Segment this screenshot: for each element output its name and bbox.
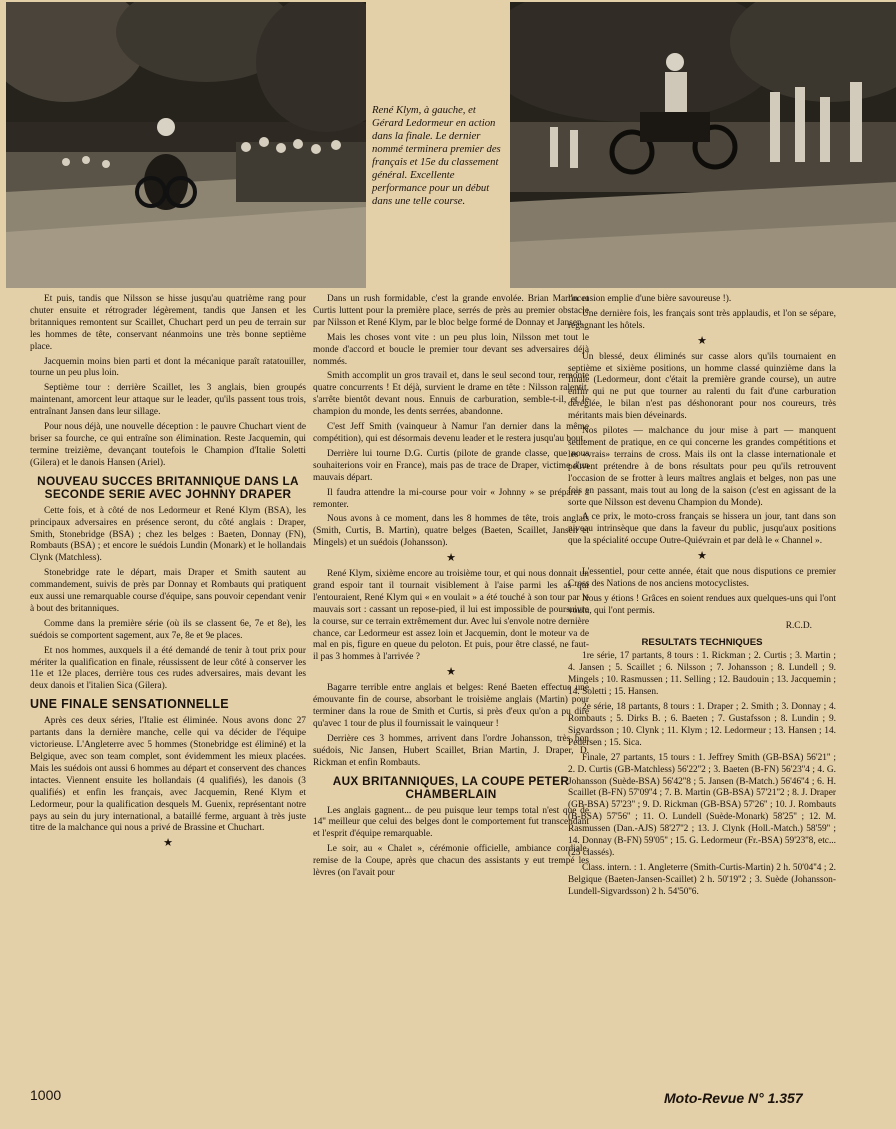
- results-heading: RESULTATS TECHNIQUES: [641, 636, 763, 648]
- paragraph: Derrière lui tourne D.G. Curtis (pilote de grande classe, que nous souhaiterions voir en France), mais pas de trace de Draper, victime d'un mauvais départ.: [313, 448, 589, 483]
- paragraph: Nous y étions ! Grâces en soient rendues aux quelques-uns qui l'ont voulu, qui l'ont permis.: [568, 593, 836, 616]
- article-column-2: [313, 294, 589, 883]
- star-separator: ★: [697, 334, 707, 347]
- star-separator: ★: [697, 550, 707, 563]
- paragraph: Derrière ces 3 hommes, arrivent dans l'ordre Johansson, très bon suédois, Nic Jansen, Hubert Scaillet, Brian Martin, J. Draper, D. Rickman et enfin Rombauts.: [313, 733, 589, 768]
- star-separator: ★: [446, 666, 456, 679]
- star-separator: ★: [446, 552, 456, 565]
- results-paragraph: 2e série, 18 partants, 8 tours : 1. Draper ; 2. Smith ; 3. Donnay ; 4. Rombauts ; 5. Dirks B. ; 6. Baeten ; 7. Gustafsson ; 8. Lundin ; 9. Sigvardsson ; 10. Clynk ; 11. Klym ; 12. Ledormeur ; 13. Hansen ; 14. Pedersen ; 15. Sica.: [568, 702, 836, 748]
- paragraph: Et nos hommes, auxquels il a été demandé de tenir à tout prix pour mériter la qualification en finale, réussissent de leur côté à conserver les 11e et 12e places, derrière tous ces rudes adversaires, mais devant les deux danois et l'italien Sica (Gilera).: [30, 645, 306, 692]
- paragraph: Septième tour : derrière Scaillet, les 3 anglais, bien groupés maintenant, amorcent leur attaque sur le leader, qu'ils passent tous trois, entraînant Jansen dans leur sillage.: [30, 383, 306, 418]
- paragraph: Une dernière fois, les français sont très applaudis, et l'on se sépare, regagnant les hôtels.: [568, 308, 836, 331]
- paragraph: Comme dans la première série (où ils se classent 6e, 7e et 8e), les suédois se comportent sagement, aux 7e, 8e et 9e places.: [30, 618, 306, 641]
- paragraph: Le soir, au « Chalet », cérémonie officielle, ambiance cordiale, remise de la Coupe, après que chacun des assistants y eut trempé les lèvres (on l'avait pour: [313, 844, 589, 879]
- section-heading: NOUVEAU SUCCES BRITANNIQUE DANS LA SECONDE SERIE AVEC JOHNNY DRAPER: [37, 473, 299, 501]
- paragraph: l'occasion emplie d'une bière savoureuse !).: [568, 294, 732, 304]
- paragraph: Et puis, tandis que Nilsson se hisse jusqu'au quatrième rang pour chuter ensuite et rétrograder légèrement, tandis que Jansen et les britanniques remontent sur Scaillet, Chuchart perd un peu de terrain sur les hommes de tête, conservant néanmoins une très bonne septième place.: [30, 294, 306, 352]
- paragraph: Mais les choses vont vite : un peu plus loin, Nilsson met tout le monde d'accord et boucle le premier tour devant ses adversaires déjà nommés.: [313, 332, 589, 367]
- paragraph: Un blessé, deux éliminés sur casse alors qu'ils tournaient en septième et sixième positions, un homme classé quinzième dans la finale (Ledormeur, dont c'était la première grande course), un autre enfin qui ne put que tourner au ralenti du fait d'une carburation déréglée, le bilan n'est pas déshonorant pour nos coureurs, très méritants mais bien déveinards.: [568, 351, 836, 422]
- results-paragraph: Finale, 27 partants, 15 tours : 1. Jeffrey Smith (GB-BSA) 56'21'' ; 2. D. Curtis (GB-Matchless) 56'22''2 ; 3. Baeten (B-FN) 56'23''4 ; 4. G. Johansson (Suède-BSA) 56'42''8 ; 5. Jansen (B-Match.) 56'46''4 ; 6. H. Scaillet (B-FN) 57'09''4 ; 7. B. Martin (GB-BSA) 57'21''2 ; 8. J. Draper (GB-BSA) 57'23'' ; 9. D. Rickman (GB-BSA) 57'26'' ; 10. J. Rombauts (B-BSA) 57'56'' ; 11. O. Lundell (Suède-Monark) 58'25'' ; 12. M. Rasmussen (Dan.-AJS) 58'27''2 ; 13. J. Clynk (Holl.-Match.) 58'59'' ; 14. Donnay (B-FN) 59'05'' ; 15. G. Ledormeur (Fr.-BSA) 59'23''8, etc... (25 classés).: [568, 752, 836, 858]
- paragraph: Bagarre terrible entre anglais et belges: René Baeten effectue une émouvante fin de course, absorbant le troisième anglais (Martin) pour terminer dans la roue de Smith et Curtis, si près d'eux qu'on a pu dire qu'avec 1 tour de plus il fournissait le vainqueur !: [313, 683, 589, 729]
- photo-left-image: [6, 2, 366, 288]
- article-column-3: [568, 294, 836, 902]
- photo-race-left: [6, 2, 366, 288]
- paragraph: Dans un rush formidable, c'est la grande envolée. Brian Martin et Curtis luttent pour la première place, serrés de près au premier obstacle par Nilsson et René Klym, par le bloc belge formé de Donnay et Jansen.: [313, 294, 589, 328]
- paragraph: Stonebridge rate le départ, mais Draper et Smith sautent au commandement, suivis de près par Donnay et Rombauts qui pratiquent eux aussi une remarquable course d'équipe, sans pouvoir cependant venir à bout des britanniques.: [30, 568, 306, 614]
- paragraph: Il faudra attendre la mi-course pour voir « Johnny » se préparer à remonter.: [313, 487, 589, 510]
- paragraph: L'essentiel, pour cette année, était que nous disputions ce premier Cross des Nations de nos anciens motocyclistes.: [568, 567, 836, 589]
- section-heading: AUX BRITANNIQUES, LA COUPE PETER CHAMBERLAIN: [332, 773, 570, 801]
- photo-race-right: [510, 2, 896, 288]
- paragraph: C'est Jeff Smith (vainqueur à Namur l'an dernier dans la même compétition), qui est désormais devenu leader et le restera jusqu'au bout.: [313, 422, 589, 444]
- page-number: 1000: [30, 1087, 62, 1103]
- magazine-issue: Moto-Revue N° 1.357: [664, 1090, 803, 1106]
- paragraph: Nos pilotes — malchance du jour mise à part — manquent seulement de pratique, en ce qui concerne les grandes compétitions et les «vrais» terrains de cross. Mais ils ont la classe internationale et peuvent prétendre à de bons résultats pour peu qu'ils retrouvent l'occasion de se frotter à leurs maîtres anglais et belges, non pas une fois en passant, mais tout au long de la saison (c'est en agissant de la sorte que Nilsson est devenu Champion du Monde).: [568, 426, 836, 508]
- paragraph: Cette fois, et à côté de nos Ledormeur et René Klym (BSA), les principaux adversaires en présence seront, du côté anglais : Draper, Smith, Stonebridge (BSA) ; chez les belges : Baeten, Donnay (FN), Rombauts (BSA) ; et encore le suédois Lundin (Monark) et le hollandais Clynk (Matchless).: [30, 505, 306, 564]
- paragraph: Nous avons à ce moment, dans les 8 hommes de tête, trois anglais (Smith, Curtis, B. Martin), quatre belges (Baeten, Scaillet, Jansen et Mingels) et un suédois (Johansson).: [313, 514, 589, 549]
- photo-right-image: [510, 2, 896, 288]
- star-separator: ★: [163, 837, 173, 850]
- results-paragraph: 1re série, 17 partants, 8 tours : 1. Rickman ; 2. Curtis ; 3. Martin ; 4. Jansen ; 5. Scaillet ; 6. Nilsson ; 7. Johansson ; 8. Lundell ; 9. Mingels ; 10. Rasmussen ; 11. Selling ; 12. Baudouin ; 13. Jacquemin ; 14. Soletti ; 15. Hansen.: [568, 651, 836, 698]
- author-signature: R.C.D.: [785, 620, 812, 631]
- paragraph: Pour nous déjà, une nouvelle déception : le pauvre Chuchart vient de briser sa fourche, ce qui entraîne son élimination. Reste Jacquemin, qui termine treizième, devançant toutefois le Champion d'Italie Soletti (Gilera) et le danois Hansen (Ariel).: [30, 422, 306, 468]
- paragraph: Jacquemin moins bien parti et dont la mécanique paraît ratatouiller, tourne un peu plus loin.: [30, 356, 306, 379]
- paragraph: Smith accomplit un gros travail et, dans le seul second tour, remonte quatre concurrents ! Et déjà, survient le drame en tête : Nilsson ralentit, s'arrête bientôt devant nous. Ennuis de carburation, semble-t-il, et le champion du monde, les dents serrées, abandonne.: [313, 371, 589, 418]
- paragraph: A ce prix, le moto-cross français se hissera un jour, tant dans son niveau intrinsèque que dans la faveur du public, jusqu'aux positions que la spécialité occupe Outre-Quiévrain et par delà le « Channel ».: [568, 512, 836, 547]
- article-column-1: [30, 294, 306, 854]
- section-heading: UNE FINALE SENSATIONNELLE: [30, 697, 229, 712]
- photo-caption: René Klym, à gauche, et Gérard Ledormeur en action dans la finale. Le dernier nommé terminera premier des français et 15e du classement général. Excellente performance pour un début dans une telle course.: [372, 104, 501, 207]
- results-paragraph: Class. intern. : 1. Angleterre (Smith-Curtis-Martin) 2 h. 50'04''4 ; 2. Belgique (Baeten-Jansen-Scaillet) 2 h. 50'19''2 ; 3. Suède (Johansson-Lundell-Sigvardsson) 2 h. 54'50''6.: [568, 862, 836, 897]
- paragraph: Après ces deux séries, l'Italie est éliminée. Nous avons donc 27 partants dans la dernière manche, celle qui va décider de l'équipe victorieuse. L'Angleterre avec 5 hommes (Stonebridge est éliminé) et la Belgique, avec son team complet, sont évidemment les mieux placées. Mais les suédois ont aussi 6 hommes au départ et conservent des chances intactes. Viennent ensuite les hollandais (4 qualifiés), les danois (3 qualifiés) et enfin les français, avec Jacquemin, René Klym et Ledormeur, pour la qualification desquels M. Guenix, représentant notre pays au sein du jury international, a bataillé ferme, arguant à très juste titre de la malchance qui nous a privé de Brassine et Chuchart.: [30, 716, 306, 834]
- paragraph: René Klym, sixième encore au troisième tour, et qui nous donnait un grand espoir tant il tournait visiblement à l'aise parmi les as qui l'entouraient, René Klym qui « en voulait » a été touché à son tour par le mauvais sort : cassant un repose-pied, il lui est impossible de poursuivre la course, sur ce terrain extrêmement dur. Avec lui s'envole notre dernière chance, car Ledormeur est assez loin et Jacquemin, dont le moteur va de mal en pis, figure en queue du peloton. Et puis, pour être classé, ne faut-il pas 3 hommes à l'arrivée ?: [313, 569, 589, 663]
- paragraph: Les anglais gagnent... de peu puisque leur temps total n'est que de 14'' meilleur que celui des belges dont le comportement fut transcendant et l'esprit d'équipe remarquable.: [313, 805, 589, 840]
